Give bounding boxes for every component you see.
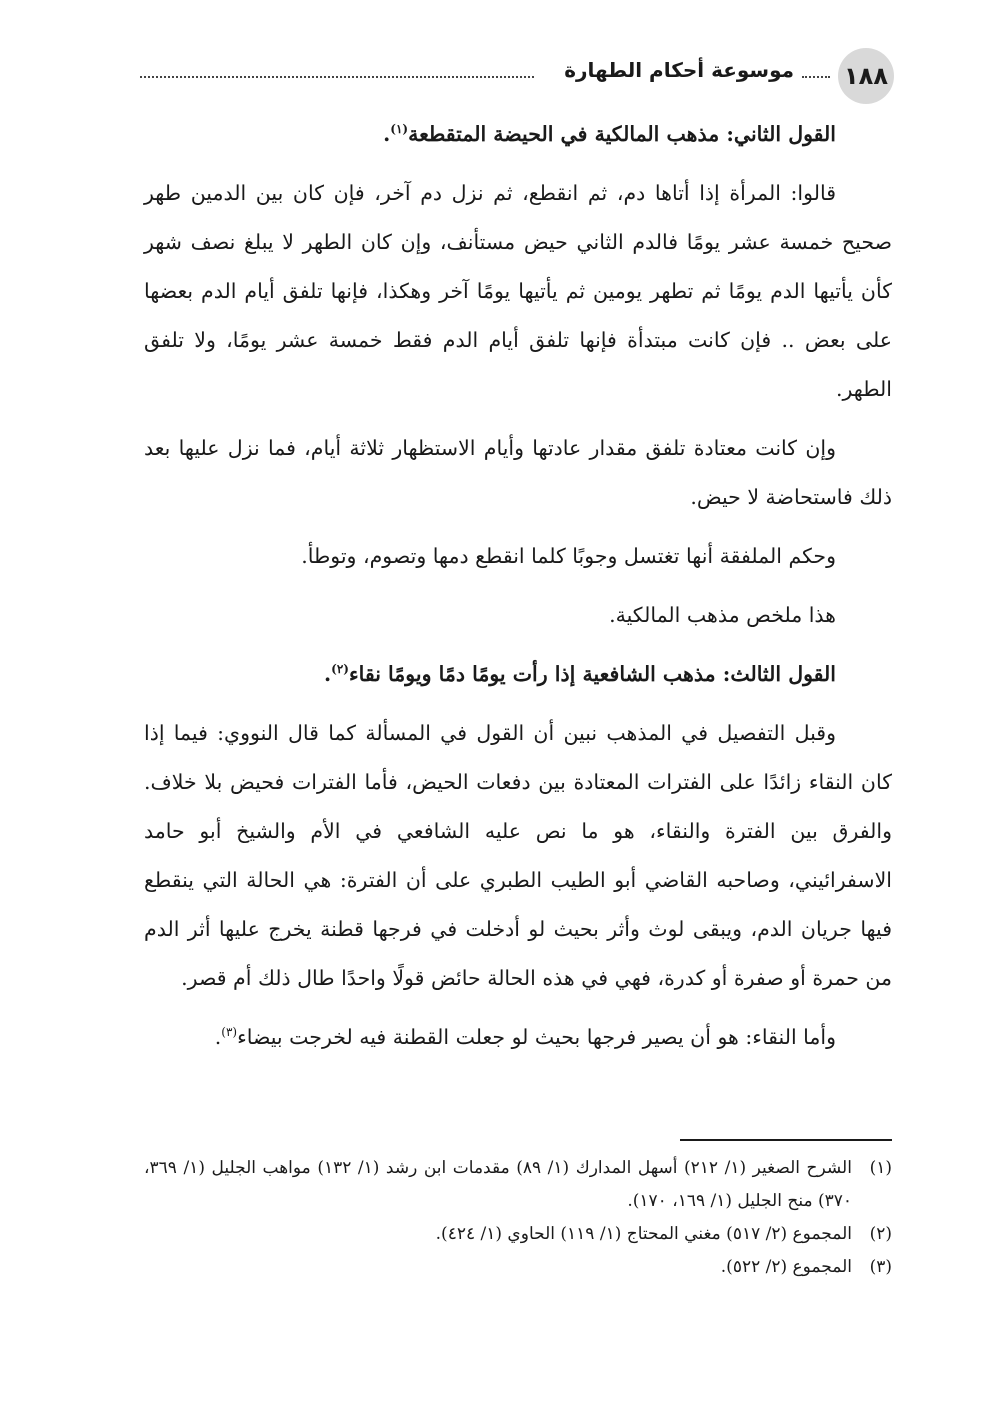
heading-maliki: القول الثاني: مذهب المالكية في الحيضة المتقطعة$^{(١)}$. (383, 122, 836, 146)
footnote-separator (680, 1139, 892, 1141)
paragraph: قالوا: المرأة إذا أتاها دم، ثم انقطع، ثم نزل دم آخر، فإن كان بين الدمين طهر صحيح خمسة عشر يومًا فالدم الثاني حيض مستأنف، وإن كان الطهر لا يبلغ نصف شهر كأن يأتيها الدم يومًا ثم تطهر يومين ثم يأتيها يومًا آخر وهكذا، فإنها تلفق أيام الدم بعضها على بعض .. فإن كانت مبتدأة فإنها تلفق أيام الدم فقط خمسة عشر يومًا، ولا تلفق الطهر. (144, 181, 892, 401)
main-text (144, 110, 892, 1072)
footnote (144, 1152, 892, 1218)
footnote-text: المجموع (٢/ ٥١٧) مغني المحتاج (١/ ١١٩) الحاوي (١/ ٤٢٤). (435, 1224, 852, 1244)
footnote (144, 1218, 892, 1251)
paragraph: وقبل التفصيل في المذهب نبين أن القول في المسألة كما قال النووي: فيما إذا كان النقاء زائدًا على الفترات المعتادة بين دفعات الحيض، فأما الفترات فحيض بلا خلاف. والفرق بين الفترة والنقاء، هو ما نص عليه الشافعي في الأم والشيخ أبو حامد الاسفرائيني، وصاحبه القاضي أبو الطيب الطبري على أن الفترة: هي الحالة التي ينقطع فيها جريان الدم، ويبقى لوث وأثر بحيث لو أدخلت في فرجها قطنة يخرج عليها أثر الدم من حمرة أو صفرة أو كدرة، فهي في هذه الحالة حائض قولًا واحدًا طال ذلك أم قصر. (144, 721, 892, 990)
footnote-ref-1: (١) (390, 122, 409, 137)
footnote-number: (٣) (869, 1257, 892, 1277)
footnote (144, 1251, 892, 1284)
footnote-text: الشرح الصغير (١/ ٢١٢) أسهل المدارك (١/ ٨٩) مقدمات ابن رشد (١/ ١٣٢) مواهب الجليل (١/ ٣٦٩، ٣٧٠) منح الجليل (١/ ١٦٩، ١٧٠). (144, 1158, 852, 1211)
paragraph: وأما النقاء: هو أن يصير فرجها بحيث لو جعلت القطنة فيه لخرجت بيضاء$^{(٣)}$. (214, 1025, 836, 1049)
footnotes (144, 1152, 892, 1284)
heading-shafii: القول الثالث: مذهب الشافعية إذا رأت يومًا دمًا ويومًا نقاء$^{(٢)}$. (323, 662, 836, 686)
footnote-number: (١) (869, 1158, 892, 1178)
header-dotted-rule-right (802, 76, 830, 78)
page-header (140, 48, 894, 106)
page-number: ١٨٨ (838, 48, 894, 104)
paragraph: هذا ملخص مذهب المالكية. (609, 603, 836, 627)
header-dotted-rule-left (140, 76, 534, 78)
footnote-ref-2: (٢) (331, 662, 349, 677)
footnote-number: (٢) (869, 1224, 892, 1244)
footnote-text: المجموع (٢/ ٥٢٢). (720, 1257, 852, 1277)
paragraph: وإن كانت معتادة تلفق مقدار عادتها وأيام الاستظهار ثلاثة أيام، فما نزل عليها بعد ذلك فاستحاضة لا حيض. (144, 436, 892, 509)
footnote-ref-3: (٣) (221, 1025, 238, 1040)
running-title: موسوعة أحكام الطهارة (564, 58, 794, 82)
paragraph: وحكم الملفقة أنها تغتسل وجوبًا كلما انقطع دمها وتصوم، وتوطأ. (301, 544, 836, 568)
